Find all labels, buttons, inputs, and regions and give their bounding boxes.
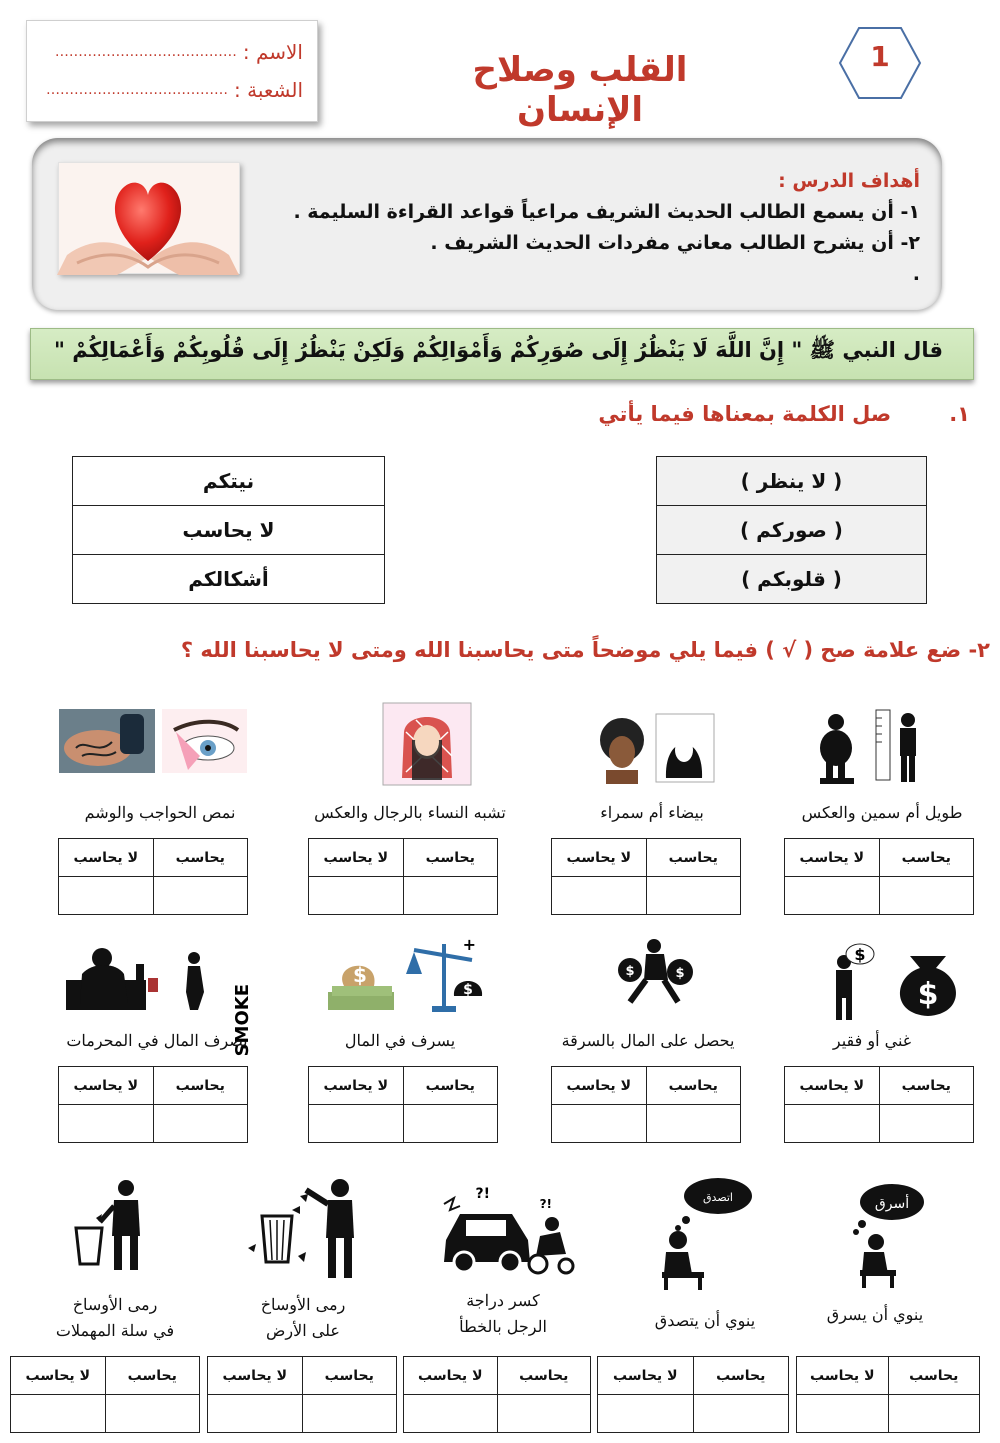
check-cell-yes[interactable]	[693, 1395, 789, 1433]
check-cell-no[interactable]	[59, 1105, 154, 1143]
svg-text:+: +	[462, 935, 476, 954]
col-no: لا يحاسب	[552, 839, 647, 877]
col-yes: يحاسب	[646, 839, 741, 877]
check-cell-no[interactable]	[309, 1105, 404, 1143]
question-1-prompt: صل الكلمة بمعناها فيما يأتي	[598, 402, 892, 426]
check-cell-yes[interactable]	[646, 877, 741, 915]
check-cell-no[interactable]	[309, 877, 404, 915]
col-yes: يحاسب	[302, 1357, 397, 1395]
item-label: تشبه النساء بالرجال والعكس	[314, 803, 506, 822]
meaning-cell[interactable]: لا يحاسب	[73, 506, 385, 555]
meanings-table	[72, 456, 385, 604]
money-scale-icon	[322, 936, 488, 1016]
col-yes: يحاسب	[153, 1067, 248, 1105]
lesson-goals-text	[250, 166, 920, 290]
answer-table	[10, 1356, 200, 1433]
student-info-card	[26, 20, 318, 122]
check-cell-no[interactable]	[404, 1395, 498, 1433]
hadith-banner: قال النبي ﷺ " إِنَّ اللَّهَ لَا يَنْظُرُ إِلَى صُوَرِكُمْ وَأَمْوَالِكُمْ وَلَكِنْ يَنْظُرُ إِلَى قُلُوبِكُمْ وَأَعْمَالِكُمْ "	[30, 328, 974, 380]
littering-icon	[240, 1176, 364, 1280]
check-cell-no[interactable]	[552, 1105, 647, 1143]
check-cell-yes[interactable]	[153, 1105, 248, 1143]
thought-text: أسرق	[874, 1196, 910, 1212]
col-no: لا يحاسب	[59, 839, 154, 877]
item-label-multiline	[30, 1292, 200, 1344]
svg-text:$: $	[625, 964, 635, 979]
check-cell-no[interactable]	[598, 1395, 694, 1433]
question-2-prompt: ٢- ضع علامة صح ( √ ) فيما يلي موضحاً متى يحاسبنا الله ومتى لا يحاسبنا الله ؟	[180, 638, 990, 662]
check-cell-no[interactable]	[208, 1395, 303, 1433]
answer-table	[551, 838, 741, 915]
col-no: لا يحاسب	[785, 839, 880, 877]
svg-text:SMOKE: SMOKE	[232, 984, 253, 1057]
col-yes: يحاسب	[646, 1067, 741, 1105]
check-cell-yes[interactable]	[153, 877, 248, 915]
answer-table	[597, 1356, 789, 1433]
page-title: القلب وصلاح الإنسان	[472, 50, 688, 130]
word-cell[interactable]: ( لا ينظر )	[657, 457, 927, 506]
item-label: غني أو فقير	[832, 1031, 912, 1050]
col-yes: يحاسب	[879, 839, 974, 877]
check-cell-yes[interactable]	[646, 1105, 741, 1143]
check-cell-no[interactable]	[552, 877, 647, 915]
women-faces-icon	[594, 712, 716, 784]
thought-text: اتصدق	[703, 1191, 733, 1204]
name-label: الاسم :	[242, 40, 303, 64]
item-label: يسرف في المال	[344, 1031, 456, 1050]
check-cell-yes[interactable]	[888, 1395, 980, 1433]
col-yes: يحاسب	[497, 1357, 591, 1395]
item-label-line: رمى الأوساخ	[72, 1295, 158, 1314]
check-cell-no[interactable]	[785, 877, 880, 915]
check-cell-yes[interactable]	[403, 877, 498, 915]
goal-item: .	[912, 263, 920, 285]
trash-bin-icon	[70, 1178, 162, 1272]
answer-table	[551, 1066, 741, 1143]
item-label: يحصل على المال بالسرقة	[561, 1031, 735, 1050]
name-blank[interactable]: …………………………………	[54, 44, 237, 60]
money-bag-icon	[822, 936, 968, 1022]
tall-fat-person-icon	[810, 706, 926, 790]
heart-in-hands-image	[58, 162, 240, 274]
check-cell-no[interactable]	[11, 1395, 106, 1433]
answer-table	[58, 838, 248, 915]
item-label: بيضاء أم سمراء	[600, 803, 704, 822]
answer-table	[308, 1066, 498, 1143]
col-no: لا يحاسب	[797, 1357, 889, 1395]
meaning-cell[interactable]: أشكالكم	[73, 555, 385, 604]
answer-table	[207, 1356, 397, 1433]
item-label: طويل أم سمين والعكس	[801, 803, 963, 822]
svg-text:$: $	[854, 945, 866, 964]
answer-table	[308, 838, 498, 915]
col-no: لا يحاسب	[785, 1067, 880, 1105]
col-yes: يحاسب	[693, 1357, 789, 1395]
col-no: لا يحاسب	[309, 1067, 404, 1105]
girl-in-shemagh-icon	[382, 702, 472, 786]
col-yes: يحاسب	[879, 1067, 974, 1105]
word-cell[interactable]: ( صوركم )	[657, 506, 927, 555]
thinking-steal-icon	[840, 1180, 926, 1290]
answer-table	[403, 1356, 591, 1433]
check-cell-no[interactable]	[59, 877, 154, 915]
answer-table	[784, 838, 974, 915]
answer-table	[784, 1066, 974, 1143]
svg-text:$: $	[917, 977, 939, 1012]
item-label: يصرف المال في المحرمات	[66, 1031, 248, 1050]
check-cell-no[interactable]	[797, 1395, 889, 1433]
svg-text:!?: !?	[475, 1186, 490, 1202]
check-cell-yes[interactable]	[497, 1395, 591, 1433]
col-no: لا يحاسب	[11, 1357, 106, 1395]
item-label-multiline	[218, 1292, 388, 1344]
item-label-line: على الأرض	[266, 1321, 340, 1340]
svg-text:$: $	[353, 963, 367, 987]
item-label-line: كسر دراجة	[466, 1291, 540, 1310]
goal-item: ١- أن يسمع الطالب الحديث الشريف مراعياً قواعد القراءة السليمة .	[293, 201, 920, 223]
answer-table	[796, 1356, 980, 1433]
word-cell[interactable]: ( قلوبكم )	[657, 555, 927, 604]
col-no: لا يحاسب	[309, 839, 404, 877]
check-cell-yes[interactable]	[302, 1395, 397, 1433]
item-label-multiline	[418, 1288, 588, 1340]
col-yes: يحاسب	[888, 1357, 980, 1395]
col-yes: يحاسب	[403, 839, 498, 877]
meaning-cell[interactable]: نيتكم	[73, 457, 385, 506]
item-label: ينوي أن يتصدق	[654, 1311, 756, 1330]
item-label: نمص الحواجب والوشم	[84, 803, 236, 822]
item-label-line: في سلة المهملات	[55, 1321, 175, 1340]
question-1-heading	[600, 402, 970, 426]
svg-text:$: $	[675, 966, 685, 981]
check-cell-yes[interactable]	[879, 877, 974, 915]
check-cell-no[interactable]	[785, 1105, 880, 1143]
section-label: الشعبة :	[234, 78, 303, 102]
check-cell-yes[interactable]	[879, 1105, 974, 1143]
col-no: لا يحاسب	[598, 1357, 694, 1395]
col-yes: يحاسب	[403, 1067, 498, 1105]
answer-table	[58, 1066, 248, 1143]
thief-icon	[608, 936, 704, 1006]
item-label: ينوي أن يسرق	[826, 1305, 924, 1324]
question-1-number: ١.	[949, 402, 970, 426]
svg-text:$: $	[463, 982, 473, 998]
thinking-charity-icon	[654, 1176, 754, 1290]
check-cell-yes[interactable]	[403, 1105, 498, 1143]
svg-text:!?: !?	[539, 1197, 552, 1211]
col-no: لا يحاسب	[208, 1357, 303, 1395]
item-label-line: الرجل بالخطأ	[459, 1317, 547, 1336]
col-yes: يحاسب	[153, 839, 248, 877]
car-accident-icon	[440, 1184, 574, 1274]
col-no: لا يحاسب	[59, 1067, 154, 1105]
goal-item: ٢- أن يشرح الطالب معاني مفردات الحديث الشريف .	[430, 232, 920, 254]
item-label-line: رمى الأوساخ	[260, 1295, 346, 1314]
eyebrow-tattoo-icon	[58, 708, 248, 774]
col-no: لا يحاسب	[552, 1067, 647, 1105]
section-blank[interactable]: …………………………………	[46, 82, 228, 98]
words-table	[656, 456, 927, 604]
col-no: لا يحاسب	[404, 1357, 498, 1395]
lesson-number: 1	[870, 40, 890, 73]
check-cell-yes[interactable]	[105, 1395, 200, 1433]
goals-heading: أهداف الدرس :	[778, 170, 920, 192]
col-yes: يحاسب	[105, 1357, 200, 1395]
